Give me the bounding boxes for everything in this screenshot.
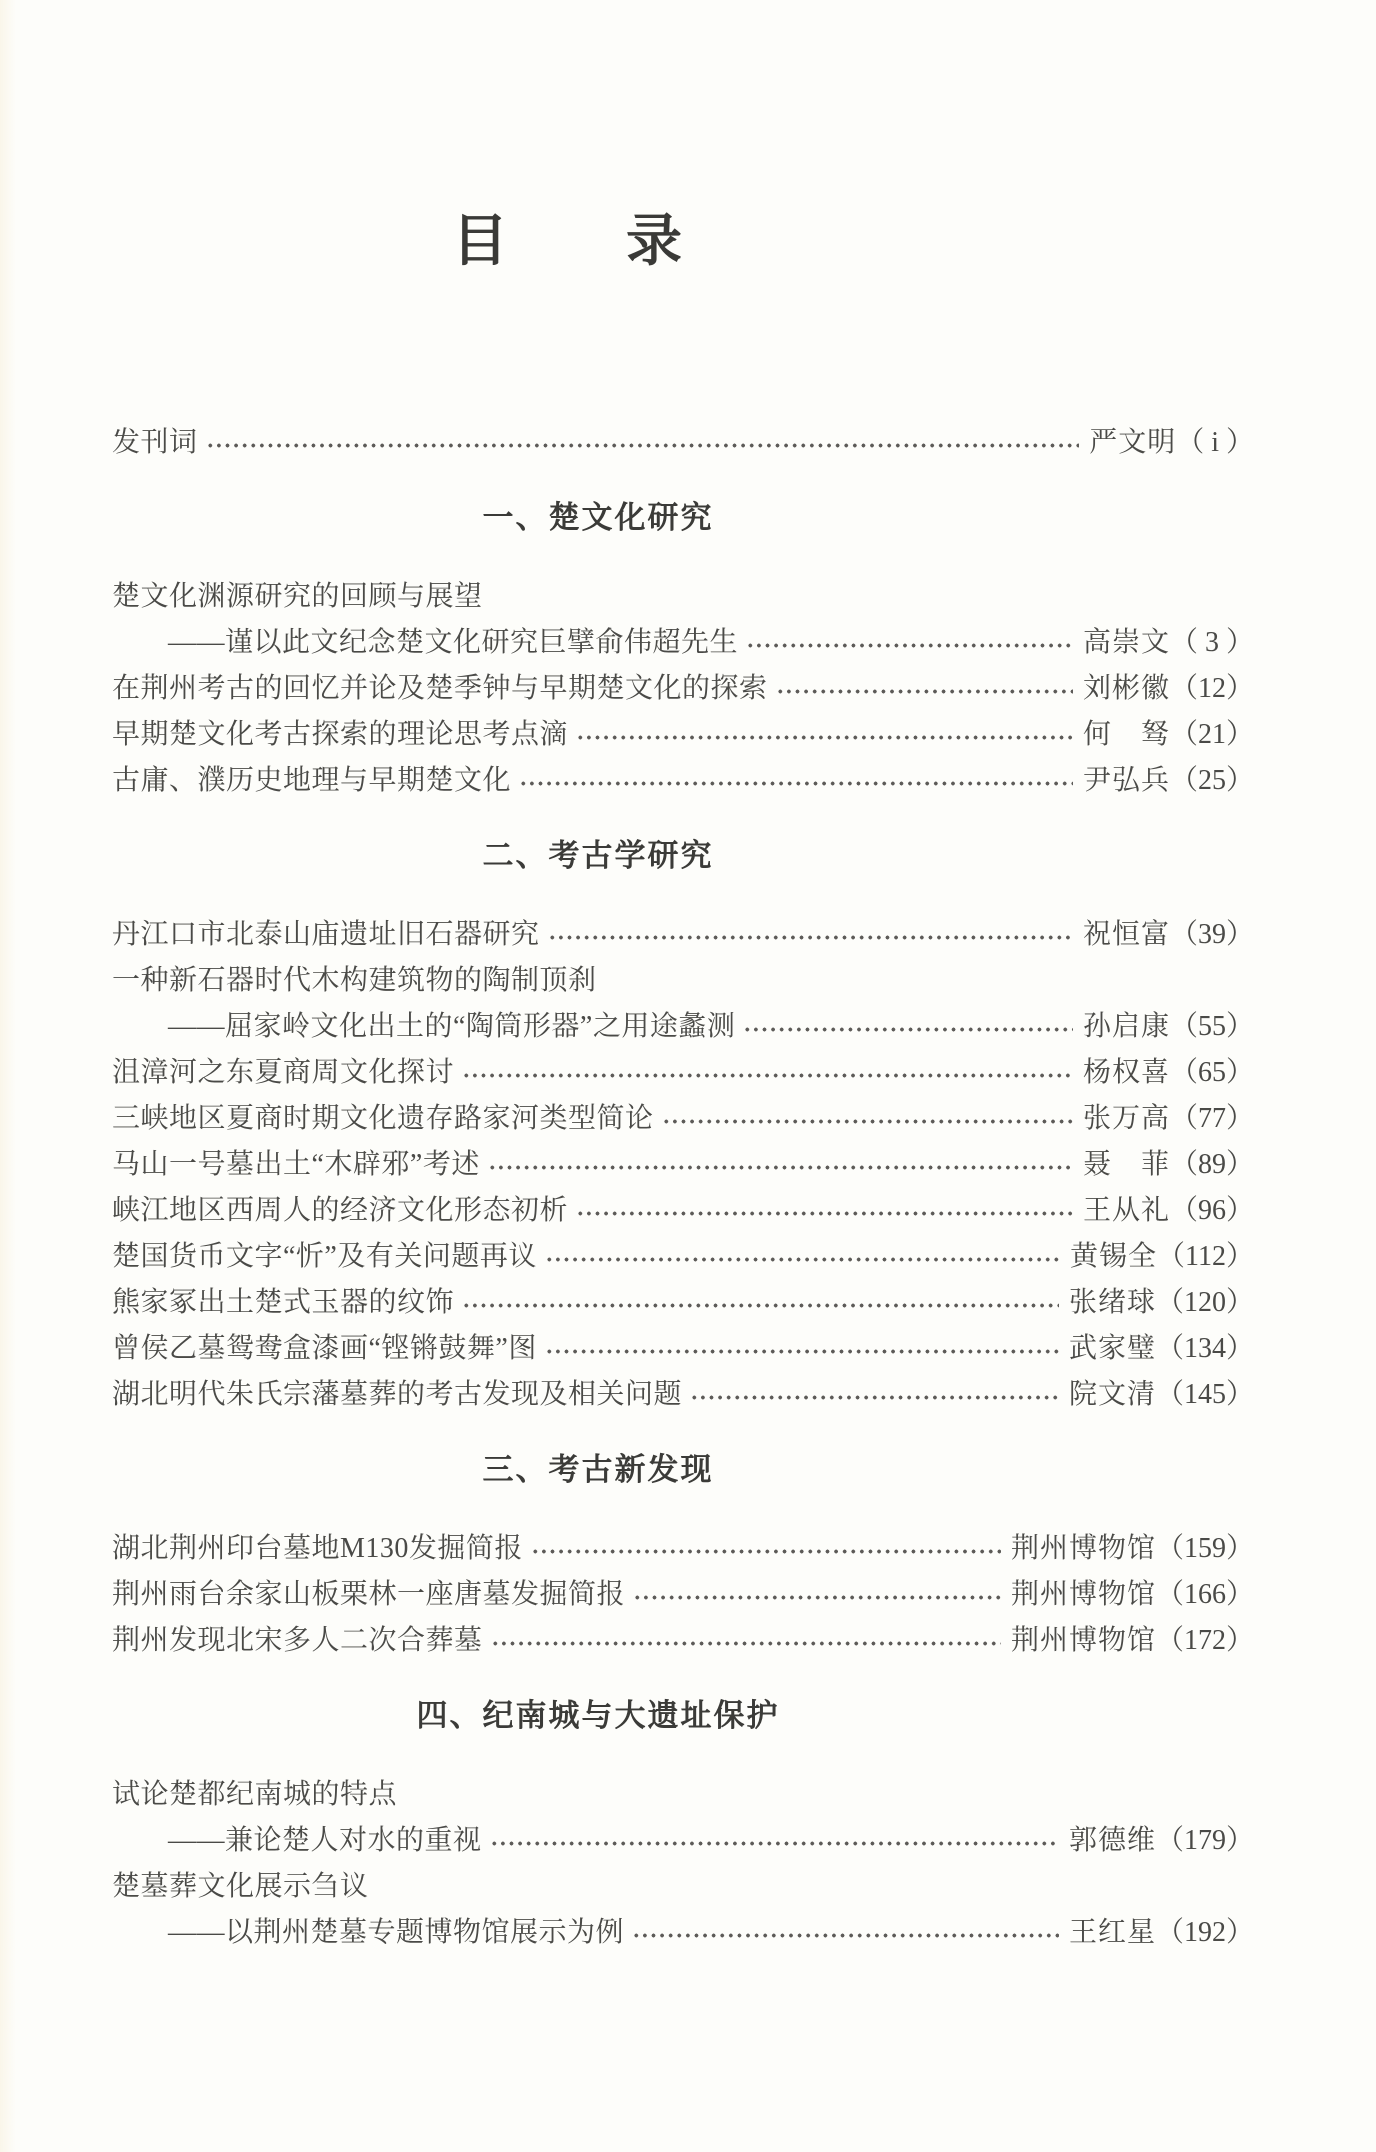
frontmatter-entry <box>112 420 1254 466</box>
entry-author: 王红星 <box>1068 1916 1156 1948</box>
entry-page-number: （179） <box>1155 1824 1254 1856</box>
entry-title: 在荆州考古的回忆并论及楚季钟与早期楚文化的探索 <box>112 672 768 704</box>
toc-entry <box>112 1188 1254 1234</box>
dotted-leader <box>519 758 1073 804</box>
dotted-leader <box>462 1280 1059 1326</box>
toc-section <box>112 1448 1254 1664</box>
entry-author: 聂 菲 <box>1082 1148 1170 1180</box>
entry-title: 试论楚都纪南城的特点 <box>112 1778 398 1810</box>
entry-page-number: （159） <box>1155 1532 1254 1564</box>
entry-line <box>112 1772 1254 1818</box>
entry-author: 高崇文 <box>1082 626 1170 658</box>
entry-title: 沮漳河之东夏商周文化探讨 <box>112 1056 455 1088</box>
entry-author: 郭德维 <box>1068 1824 1156 1856</box>
entry-author: 刘彬徽 <box>1082 672 1170 704</box>
entry-page-number: （89） <box>1169 1148 1254 1180</box>
entry-title: 马山一号墓出土“木辟邪”考述 <box>112 1148 480 1180</box>
entry-line <box>112 1864 1254 1910</box>
dotted-leader <box>545 1326 1059 1372</box>
entry-author: 何 驽 <box>1082 718 1170 750</box>
entry-line <box>112 758 1254 804</box>
toc-entry <box>112 1572 1254 1618</box>
entry-line <box>112 1618 1254 1664</box>
entry-author: 严文明 <box>1089 426 1177 458</box>
entry-author: 王从礼 <box>1082 1194 1170 1226</box>
entry-page-number: （172） <box>1155 1624 1254 1656</box>
entry-page-number: （77） <box>1169 1102 1254 1134</box>
entry-line <box>112 1050 1254 1096</box>
toc-entry <box>112 1526 1254 1572</box>
toc-section <box>112 496 1254 804</box>
toc-entry <box>112 666 1254 712</box>
entry-author: 祝恒富 <box>1082 918 1170 950</box>
entry-author: 杨权喜 <box>1082 1056 1170 1088</box>
entry-line <box>112 1142 1254 1188</box>
entry-title: 早期楚文化考古探索的理论思考点滴 <box>112 718 569 750</box>
entry-title: 发刊词 <box>112 426 198 458</box>
dotted-leader <box>746 620 1073 666</box>
entry-subtitle: ——兼论楚人对水的重视 <box>168 1824 482 1856</box>
entry-author: 荆州博物馆 <box>1010 1624 1156 1656</box>
toc-sections <box>112 496 1254 1956</box>
entry-subtitle-line <box>112 1004 1254 1050</box>
entry-page-number: （55） <box>1169 1010 1254 1042</box>
entry-line <box>112 1234 1254 1280</box>
toc-entry <box>112 958 1254 1050</box>
entry-subtitle-line <box>112 1910 1254 1956</box>
dotted-leader <box>491 1618 1001 1664</box>
entry-title: 峡江地区西周人的经济文化形态初析 <box>112 1194 569 1226</box>
toc-entry <box>112 712 1254 758</box>
entry-title: 湖北明代朱氏宗藩墓葬的考古发现及相关问题 <box>112 1378 683 1410</box>
entry-page-number: （96） <box>1169 1194 1254 1226</box>
entry-title: 曾侯乙墓鸳鸯盒漆画“铿锵鼓舞”图 <box>112 1332 537 1364</box>
toc-entry <box>112 1280 1254 1326</box>
entry-title: 湖北荆州印台墓地M130发掘简报 <box>112 1532 523 1564</box>
entry-title: 三峡地区夏商时期文化遗存路家河类型简论 <box>112 1102 654 1134</box>
entry-author: 尹弘兵 <box>1082 764 1170 796</box>
dotted-leader <box>576 1188 1073 1234</box>
entry-title: 楚文化渊源研究的回顾与展望 <box>112 580 483 612</box>
section-entries <box>112 912 1254 1418</box>
section-entries <box>112 1526 1254 1664</box>
entry-line <box>112 1096 1254 1142</box>
entry-line <box>112 1372 1254 1418</box>
entry-title: 荆州雨台余家山板栗林一座唐墓发掘简报 <box>112 1578 626 1610</box>
entry-subtitle: ——以荆州楚墓专题博物馆展示为例 <box>168 1916 625 1948</box>
section-heading: 四、纪南城与大遗址保护 <box>416 1697 780 1733</box>
section-entries <box>112 574 1254 804</box>
entry-page-number: （120） <box>1155 1286 1254 1318</box>
toc-entry <box>112 1096 1254 1142</box>
entry-line <box>112 1572 1254 1618</box>
entry-author: 荆州博物馆 <box>1010 1532 1156 1564</box>
entry-line <box>112 712 1254 758</box>
entry-author: 荆州博物馆 <box>1010 1578 1156 1610</box>
entry-subtitle: ——屈家岭文化出土的“陶筒形器”之用途蠡测 <box>168 1010 736 1042</box>
entry-title: 熊家冢出土楚式玉器的纹饰 <box>112 1286 455 1318</box>
dotted-leader <box>548 912 1073 958</box>
entry-title: 丹江口市北泰山庙遗址旧石器研究 <box>112 918 540 950</box>
entry-subtitle: ——谨以此文纪念楚文化研究巨擘俞伟超先生 <box>168 626 739 658</box>
page-title: 目 录 <box>452 211 684 273</box>
entry-page-number: （ i ） <box>1176 426 1254 458</box>
entry-line <box>112 666 1254 712</box>
entry-subtitle-line <box>112 1818 1254 1864</box>
entry-author: 院文清 <box>1068 1378 1156 1410</box>
entry-line <box>112 912 1254 958</box>
entry-line <box>112 958 1254 1004</box>
entry-page-number: （25） <box>1169 764 1254 796</box>
dotted-leader <box>545 1234 1060 1280</box>
dotted-leader <box>576 712 1073 758</box>
entry-author: 张绪球 <box>1068 1286 1156 1318</box>
toc-entry <box>112 758 1254 804</box>
toc-entry <box>112 1772 1254 1864</box>
entry-author: 武家璧 <box>1068 1332 1156 1364</box>
toc-entry <box>112 912 1254 958</box>
toc-entry <box>112 1618 1254 1664</box>
toc-page <box>0 212 1376 2152</box>
dotted-leader <box>531 1526 1001 1572</box>
dotted-leader <box>488 1142 1073 1188</box>
entry-subtitle-line <box>112 620 1254 666</box>
section-heading: 一、楚文化研究 <box>482 499 714 535</box>
dotted-leader <box>633 1572 1001 1618</box>
entry-page-number: （192） <box>1155 1916 1254 1948</box>
entry-page-number: （145） <box>1155 1378 1254 1410</box>
toc-entry <box>112 1372 1254 1418</box>
entry-page-number: （112） <box>1157 1240 1254 1272</box>
entry-title: 荆州发现北宋多人二次合葬墓 <box>112 1624 483 1656</box>
toc-entry <box>112 1142 1254 1188</box>
section-heading: 二、考古学研究 <box>482 837 714 873</box>
entry-title: 古庸、濮历史地理与早期楚文化 <box>112 764 512 796</box>
entry-page-number: （12） <box>1169 672 1254 704</box>
entry-line <box>112 1326 1254 1372</box>
entry-line <box>112 1526 1254 1572</box>
dotted-leader <box>632 1910 1059 1956</box>
entry-line <box>112 574 1254 620</box>
dotted-leader <box>206 420 1080 466</box>
entry-page-number: （21） <box>1169 718 1254 750</box>
entry-line <box>112 1280 1254 1326</box>
entry-author: 黄锡全 <box>1070 1240 1158 1272</box>
entry-title: 楚墓葬文化展示刍议 <box>112 1870 369 1902</box>
toc-entry <box>112 1326 1254 1372</box>
entry-line <box>112 1188 1254 1234</box>
section-heading: 三、考古新发现 <box>482 1451 714 1487</box>
toc-entry <box>112 1864 1254 1956</box>
toc-entry <box>112 574 1254 666</box>
entry-page-number: （134） <box>1155 1332 1254 1364</box>
dotted-leader <box>462 1050 1073 1096</box>
entry-page-number: （65） <box>1169 1056 1254 1088</box>
dotted-leader <box>743 1004 1073 1050</box>
entry-title: 一种新石器时代木构建筑物的陶制顶刹 <box>112 964 597 996</box>
dotted-leader <box>776 666 1073 712</box>
toc-entry <box>112 1234 1254 1280</box>
entry-page-number: （ 3 ） <box>1169 626 1254 658</box>
dotted-leader <box>490 1818 1059 1864</box>
toc-section <box>112 834 1254 1418</box>
entry-page-number: （166） <box>1155 1578 1254 1610</box>
toc-entry <box>112 1050 1254 1096</box>
entry-author: 张万高 <box>1082 1102 1170 1134</box>
toc-section <box>112 1694 1254 1956</box>
dotted-leader <box>690 1372 1059 1418</box>
entry-author: 孙启康 <box>1082 1010 1170 1042</box>
section-entries <box>112 1772 1254 1956</box>
entry-page-number: （39） <box>1169 918 1254 950</box>
entry-title: 楚国货币文字“忻”及有关问题再议 <box>112 1240 537 1272</box>
dotted-leader <box>662 1096 1073 1142</box>
